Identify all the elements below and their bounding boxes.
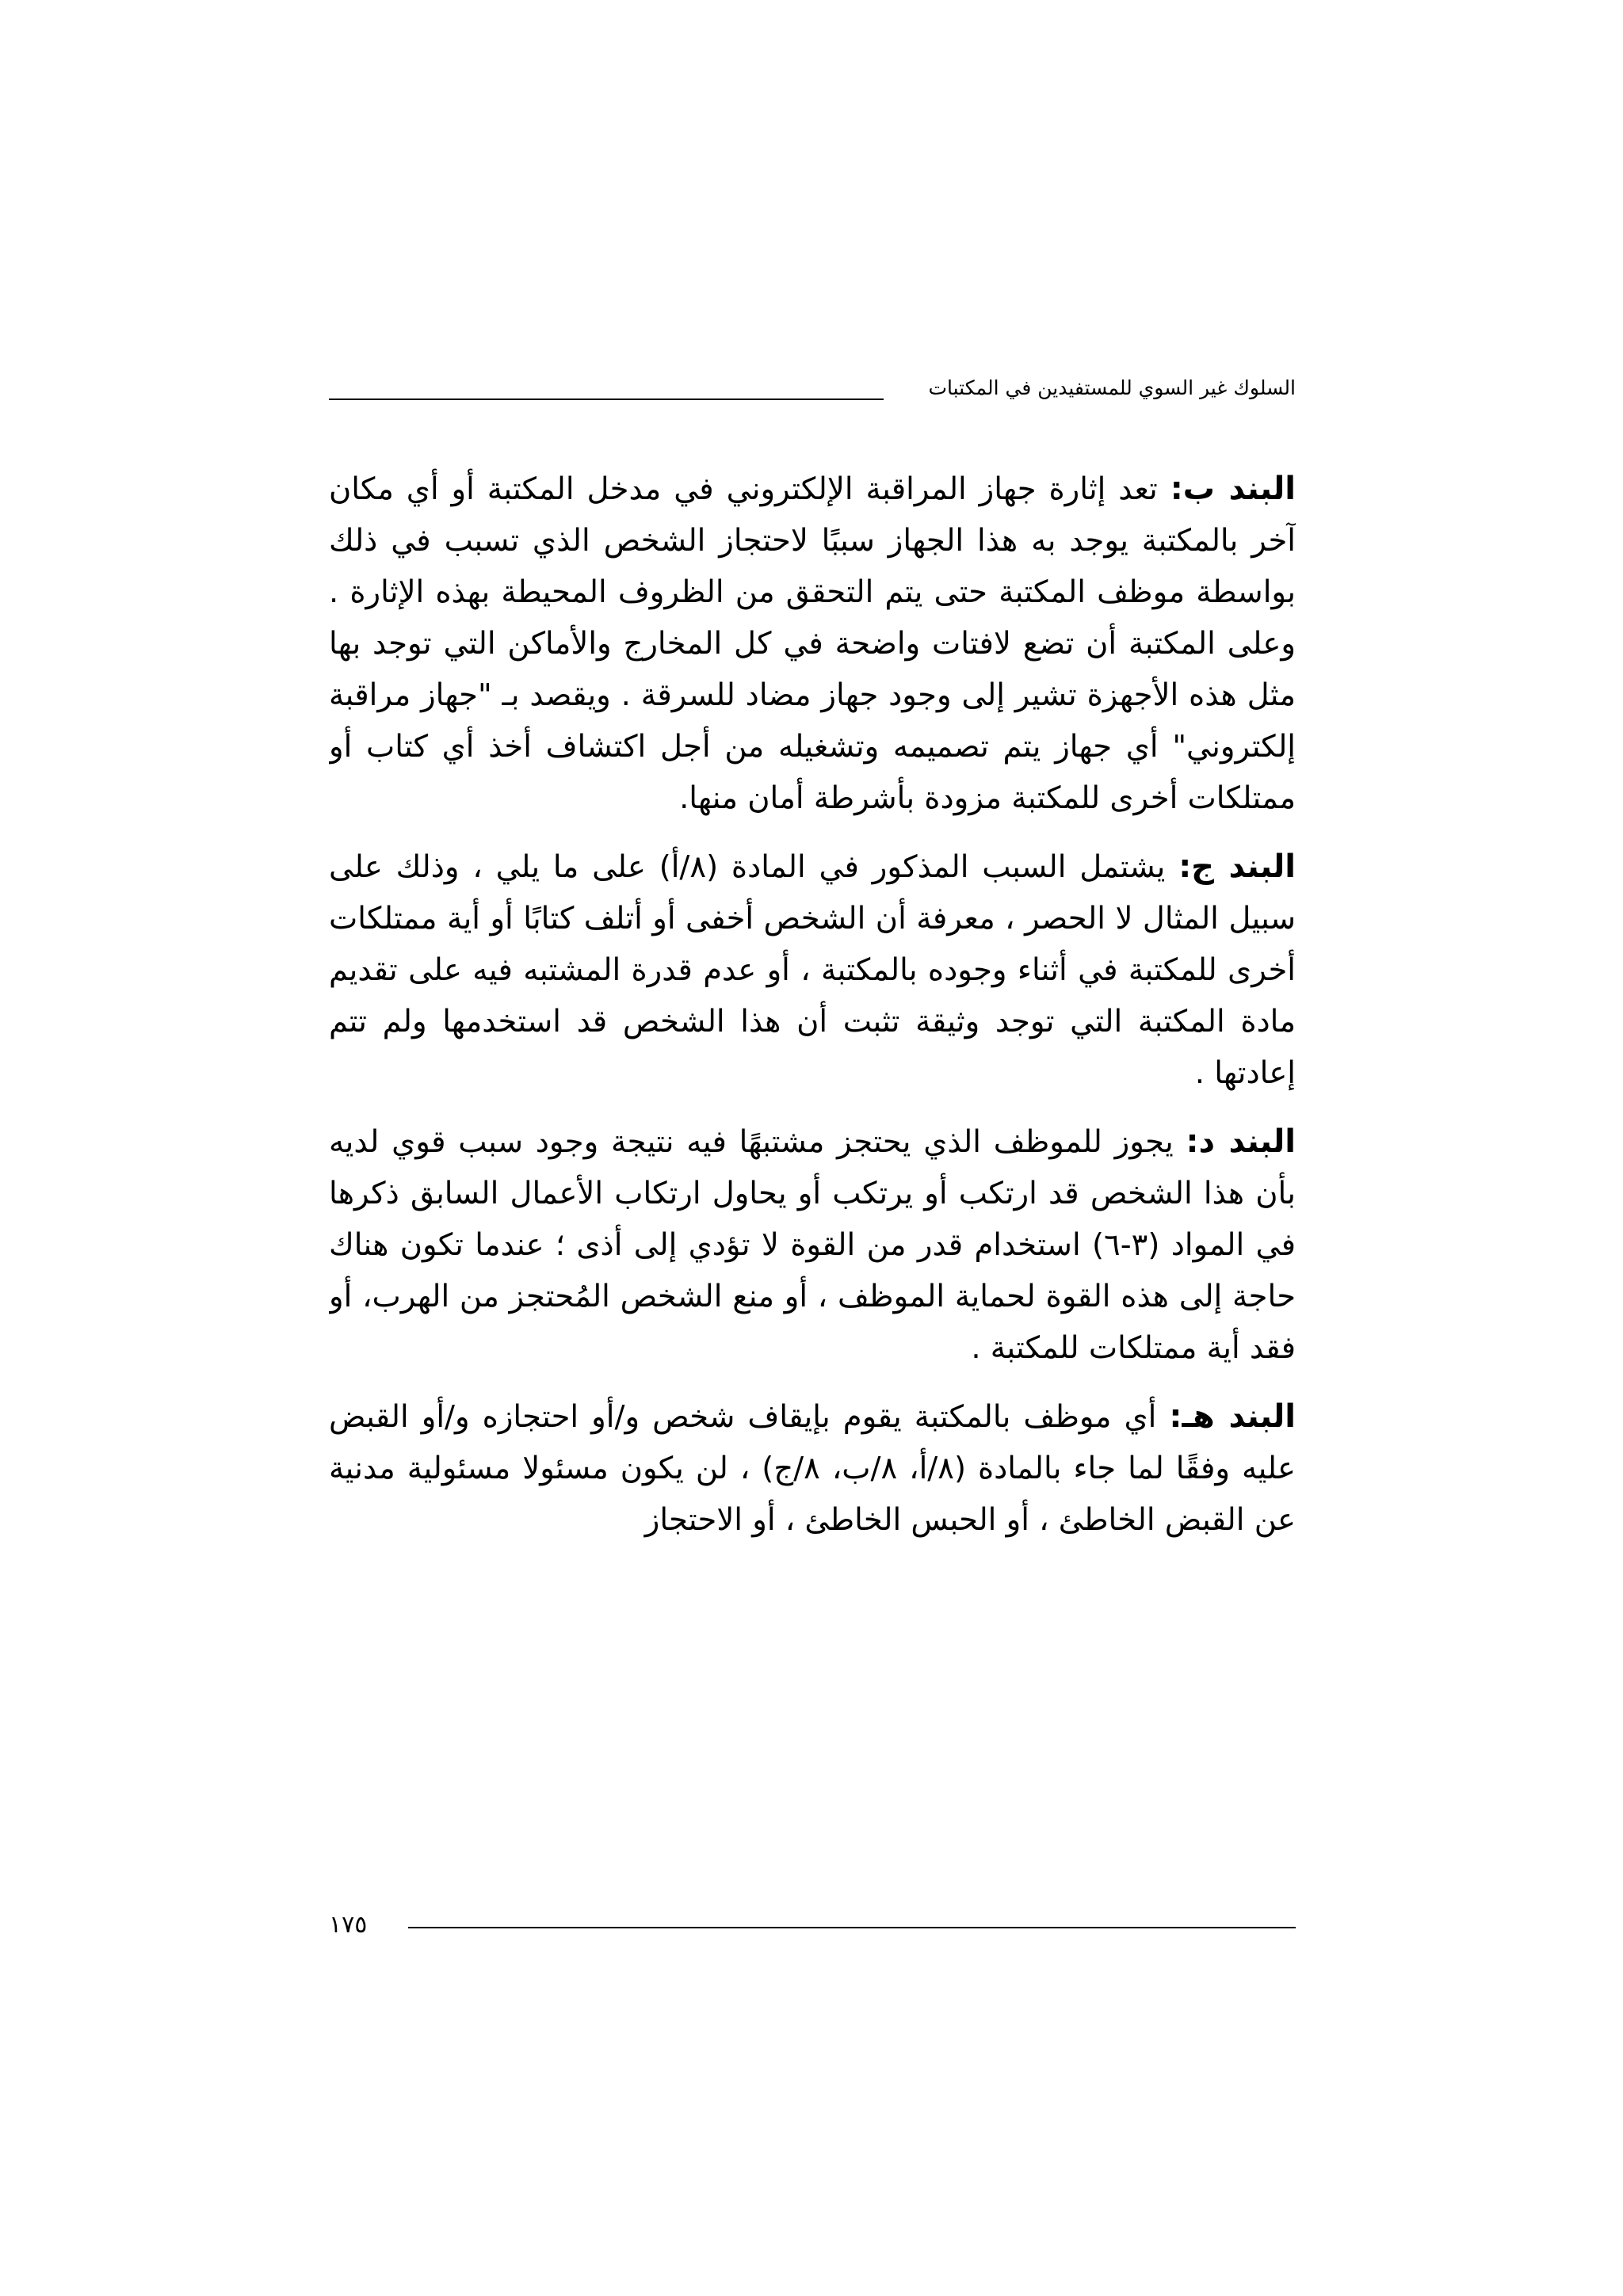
clause-text: أي موظف بالمكتبة يقوم بإيقاف شخص و/أو احتجازه و/أو القبض عليه وفقًا لما جاء بالمادة (٨/أ، ٨/ب، ٨/ج) ، لن يكون مسئولا مسئولية مدنية عن القبض الخاطئ ، أو الحبس الخاطئ ، أو الاحتجاز xyxy=(329,1399,1296,1538)
header-rule xyxy=(329,399,884,400)
clause-e xyxy=(329,1391,1296,1546)
clause-d xyxy=(329,1116,1296,1374)
clause-label: البند د: xyxy=(1186,1123,1296,1160)
clause-b xyxy=(329,463,1296,824)
running-header-title: السلوك غير السوي للمستفيدين في المكتبات xyxy=(928,376,1296,399)
clause-c xyxy=(329,841,1296,1099)
clause-text: يجوز للموظف الذي يحتجز مشتبهًا فيه نتيجة وجود سبب قوي لديه بأن هذا الشخص قد ارتكب أو يرتكب أو يحاول ارتكاب الأعمال السابق ذكرها في المواد (٣-٦) استخدام قدر من القوة لا تؤدي إلى أذى ؛ عندما تكون هناك حاجة إلى هذه القوة لحماية الموظف ، أو منع الشخص المُحتجز من الهرب، أو فقد أية ممتلكات للمكتبة . xyxy=(329,1124,1296,1366)
clause-label: البند هـ: xyxy=(1169,1398,1296,1435)
running-header xyxy=(329,372,1296,404)
clause-label: البند ب: xyxy=(1170,471,1296,507)
footer-rule xyxy=(408,1927,1296,1928)
body-text xyxy=(329,463,1296,1699)
page-number: ١٧٥ xyxy=(329,1911,368,1939)
clause-text: تعد إثارة جهاز المراقبة الإلكتروني في مدخل المكتبة أو أي مكان آخر بالمكتبة يوجد به هذا الجهاز سببًا لاحتجاز الشخص الذي تسبب في ذلك بواسطة موظف المكتبة حتى يتم التحقق من الظروف المحيطة بهذه الإثارة . وعلى المكتبة أن تضع لافتات واضحة في كل المخارج والأماكن التي توجد بها مثل هذه الأجهزة تشير إلى وجود جهاز مضاد للسرقة . ويقصد بـ "جهاز مراقبة إلكتروني" أي جهاز يتم تصميمه وتشغيله من أجل اكتشاف أخذ أي كتاب أو ممتلكات أخرى للمكتبة مزودة بأشرطة أمان منها. xyxy=(329,471,1296,816)
clause-text: يشتمل السبب المذكور في المادة (٨/أ) على ما يلي ، وذلك على سبيل المثال لا الحصر ، معرفة أن الشخص أخفى أو أتلف كتابًا أو أية ممتلكات أخرى للمكتبة في أثناء وجوده بالمكتبة ، أو عدم قدرة المشتبه فيه على تقديم مادة المكتبة التي توجد وثيقة تثبت أن هذا الشخص قد استخدمها ولم تتم إعادتها . xyxy=(329,849,1296,1091)
page-footer xyxy=(329,1909,1296,1941)
clause-label: البند ج: xyxy=(1178,849,1296,885)
